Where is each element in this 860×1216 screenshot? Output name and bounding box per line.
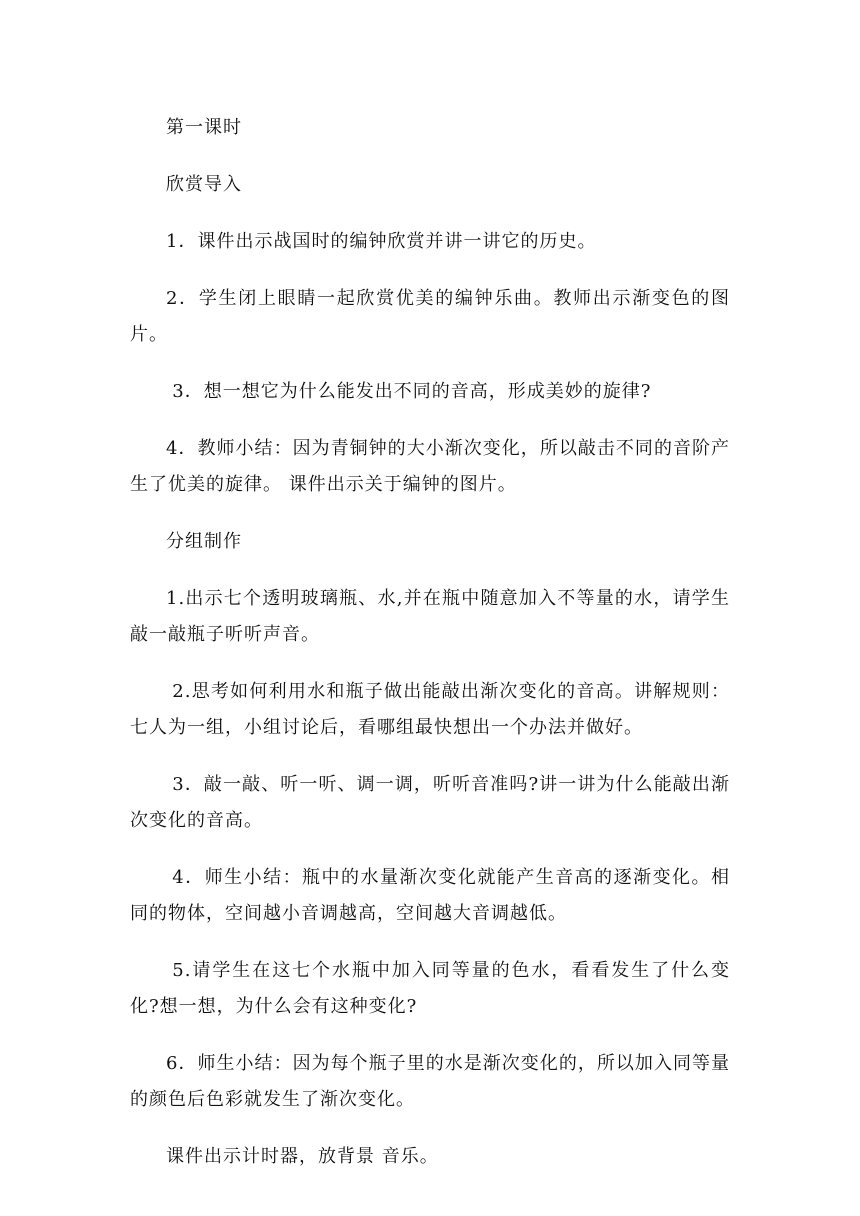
paragraph: 4．师生小结：瓶中的水量渐次变化就能产生音高的逐渐变化。相同的物体，空间越小音调越高，空间越大音调越低。 (130, 867, 730, 924)
paragraph: 课件出示计时器，放背景 音乐。 (166, 1146, 439, 1167)
paragraph: 3．想一想它为什么能发出不同的音高，形成美妙的旋律? (172, 381, 652, 402)
paragraph: 3．敲一敲、听一听、调一调，听听音准吗?讲一讲为什么能敲出渐次变化的音高。 (130, 774, 730, 831)
paragraph: 5.请学生在这七个水瓶中加入同等量的色水，看看发生了什么变化?想一想，为什么会有这种变化? (130, 960, 730, 1017)
paragraph: 6．师生小结：因为每个瓶子里的水是渐次变化的，所以加入同等量的颜色后色彩就发生了渐次变化。 (130, 1053, 730, 1110)
paragraph: 1．课件出示战国时的编钟欣赏并讲一讲它的历史。 (166, 231, 597, 252)
paragraph: 第一课时 (166, 117, 242, 138)
document-body (130, 110, 730, 1196)
paragraph: 4．教师小结：因为青铜钟的大小渐次变化，所以敲击不同的音阶产生了优美的旋律。 课件出示关于编钟的图片。 (130, 438, 730, 495)
paragraph: 2.思考如何利用水和瓶子做出能敲出渐次变化的音高。讲解规则：七人为一组，小组讨论后，看哪组最快想出一个办法并做好。 (130, 681, 730, 738)
paragraph: 2．学生闭上眼睛一起欣赏优美的编钟乐曲。教师出示渐变色的图片。 (130, 288, 730, 345)
paragraph: 欣赏导入 (166, 174, 242, 195)
paragraph: 1.出示七个透明玻璃瓶、水,并在瓶中随意加入不等量的水，请学生敲一敲瓶子听听声音。 (130, 588, 730, 645)
paragraph: 分组制作 (166, 531, 242, 552)
